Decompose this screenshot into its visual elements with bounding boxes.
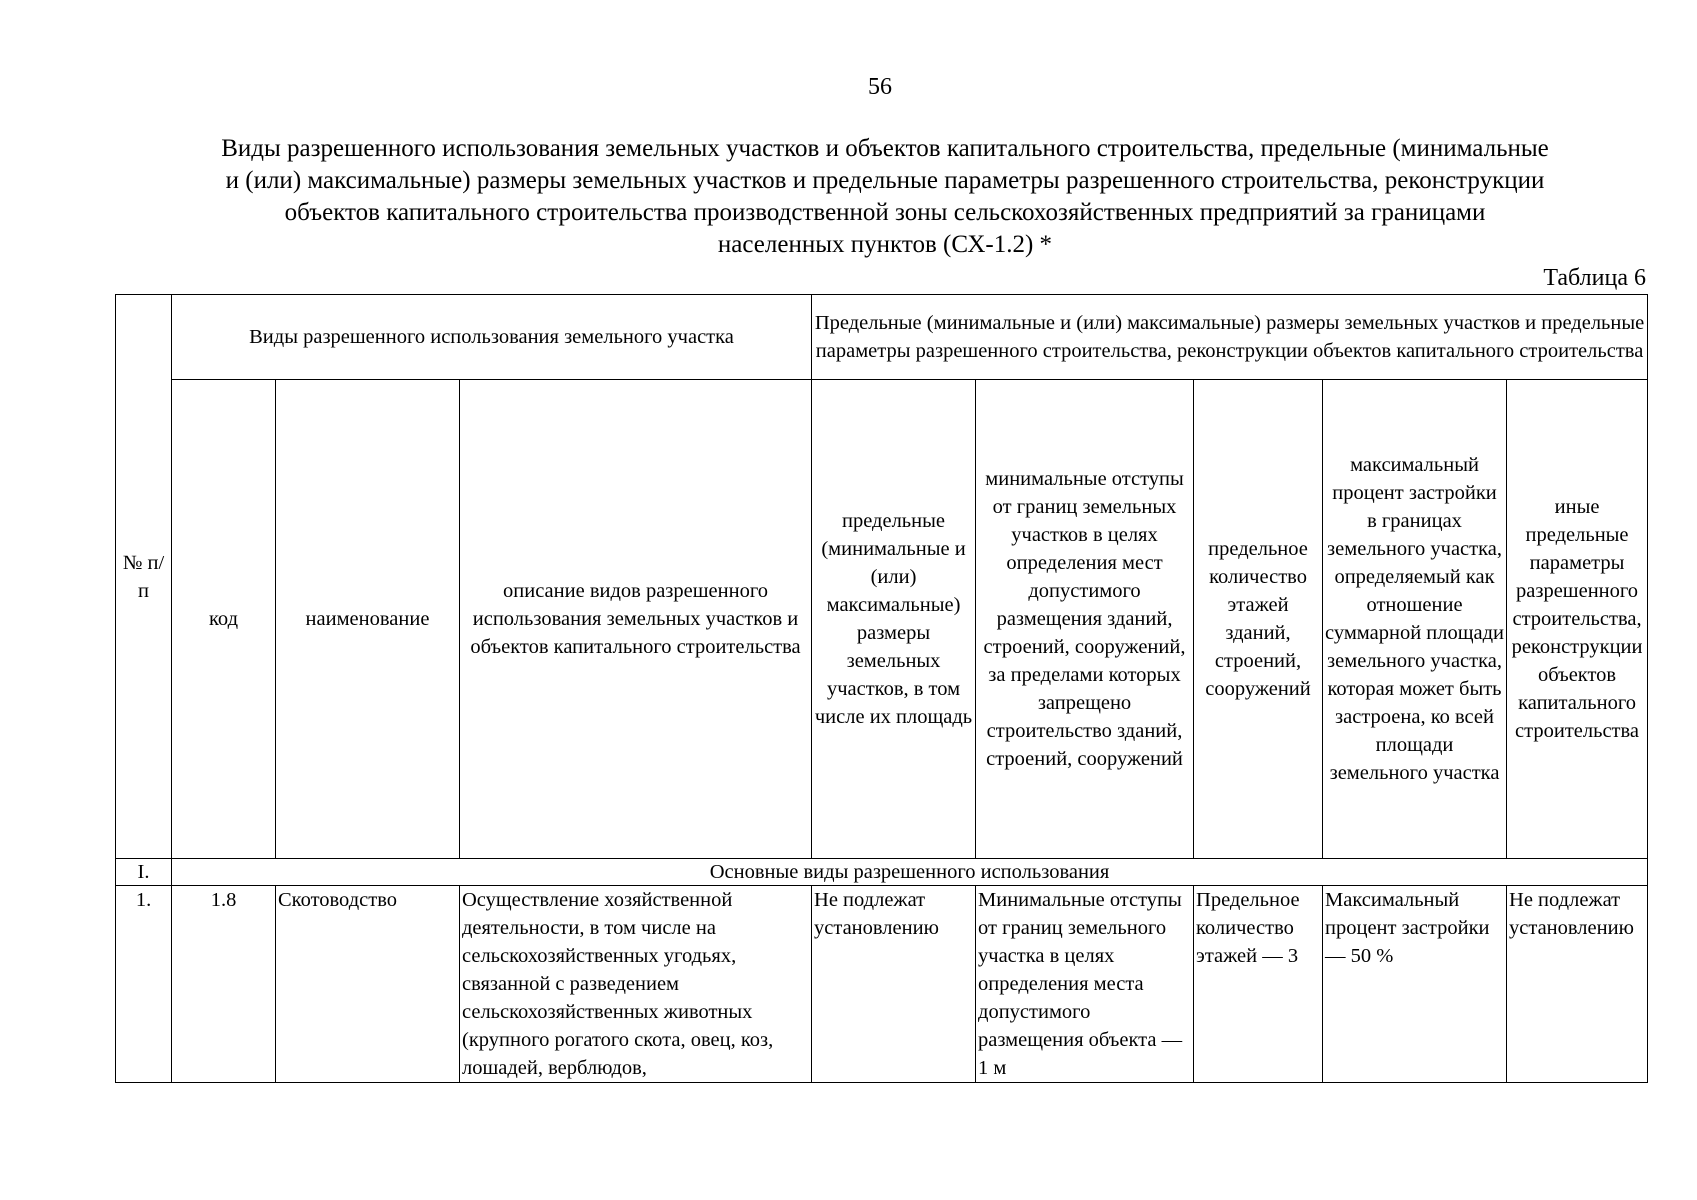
cell-code: 1.8 [172,886,276,1083]
cell-coverage: Максимальный процент застройки — 50 % [1323,886,1507,1083]
cell-size: Не подлежат установлению [812,886,976,1083]
page-number: 56 [868,74,892,100]
section-title: Основные виды разрешенного использования [172,859,1648,886]
cell-setback: Минимальные отступы от границ земельного участка в целях определения места допустимого размещения объекта — 1 м [976,886,1194,1083]
header-setback: минимальные отступы от границ земельных участков в целях определения мест допустимого размещения зданий, строений, сооружений, за пределами которых запрещено строительство зданий, строений, сооружений [976,380,1194,859]
header-num: № п/п [116,295,172,859]
cell-num: 1. [116,886,172,1083]
table-row [116,886,1648,1083]
section-num: I. [116,859,172,886]
cell-description: Осуществление хозяйственной деятельности, в том числе на сельскохозяйственных угодьях, связанной с разведением сельскохозяйственных животных (крупного рогатого скота, овец, коз, лошадей, верблюдов, [460,886,812,1083]
title-line: объектов капитального строительства производственной зоны сельскохозяйственных предприятий за границами [284,199,1486,226]
header-description: описание видов разрешенного использования земельных участков и объектов капитального строительства [460,380,812,859]
title-line: населенных пунктов (СХ-1.2) * [717,231,1053,258]
document-title [110,133,1660,261]
title-line: и (или) максимальные) размеры земельных участков и предельные параметры разрешенного строительства, реконструкции [225,167,1545,194]
header-coverage: максимальный процент застройки в границах земельного участка, определяемый как отношение суммарной площади земельного участка, которая может быть застроена, ко всей площади земельного участка [1323,380,1507,859]
section-row [116,859,1648,886]
table-caption: Таблица 6 [1543,265,1646,291]
header-row-sub [116,380,1648,859]
header-floors: предельное количество этажей зданий, строений, сооружений [1194,380,1323,859]
cell-floors: Предельное количество этажей — 3 [1194,886,1323,1083]
header-other: иные предельные параметры разрешенного строительства, реконструкции объектов капитального строительства [1507,380,1648,859]
cell-other: Не подлежат установлению [1507,886,1648,1083]
header-name: наименование [276,380,460,859]
cell-name: Скотоводство [276,886,460,1083]
header-code: код [172,380,276,859]
title-line: Виды разрешенного использования земельных участков и объектов капитального строительства, предельные (минимальные [221,135,1549,162]
header-row-main [116,295,1648,380]
header-group-params: Предельные (минимальные и (или) максимальные) размеры земельных участков и предельные параметры разрешенного строительства, реконструкции объектов капитального строительства [812,295,1648,380]
header-group-types: Виды разрешенного использования земельного участка [172,295,812,380]
header-size: предельные (минимальные и (или) максимальные) размеры земельных участков, в том числе их площадь [812,380,976,859]
land-use-table [115,294,1648,1083]
